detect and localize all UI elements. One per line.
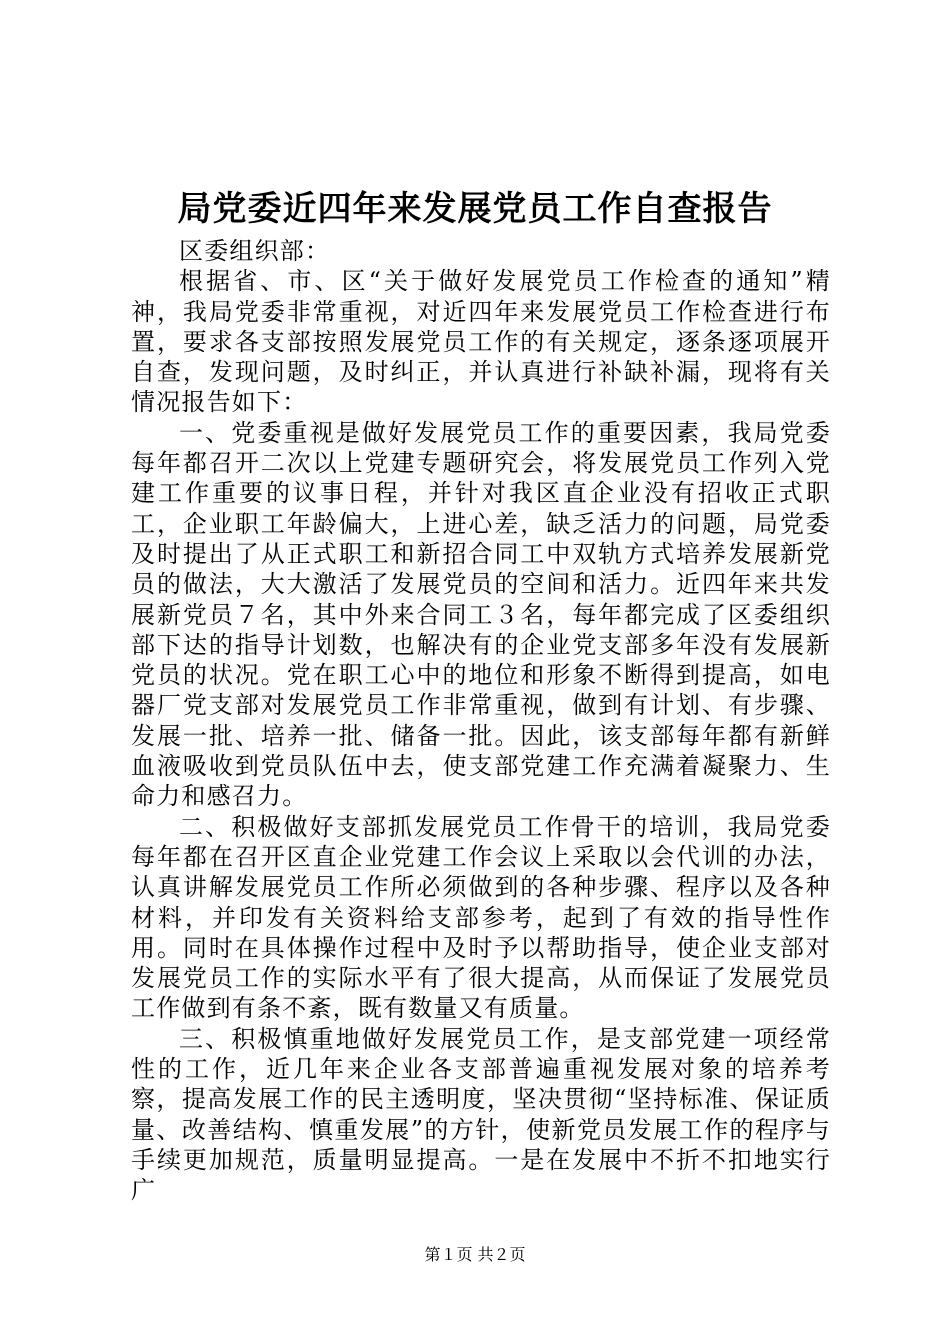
document-body (131, 236, 831, 1206)
paragraph-intro: 根据省、市、区“关于做好发展党员工作检查的通知”精神，我局党委非常重视，对近四年来发展党员工作检查进行布置，要求各支部按照发展党员工作的有关规定，逐条逐项展开自查，发现问题，及时纠正，并认真进行补缺补漏，现将有关情况报告如下： (131, 267, 831, 417)
paragraph-section-1: 一、党委重视是做好发展党员工作的重要因素，我局党委每年都召开二次以上党建专题研究会，将发展党员工作列入党建工作重要的议事日程，并针对我区直企业没有招收正式职工，企业职工年龄偏大，上进心差，缺乏活力的问题，局党委及时提出了从正式职工和新招合同工中双轨方式培养发展新党员的做法，大大激活了发展党员的空间和活力。近四年来共发展新党员７名，其中外来合同工３名，每年都完成了区委组织部下达的指导计划数，也解决有的企业党支部多年没有发展新党员的状况。党在职工心中的地位和形象不断得到提高，如电器厂党支部对发展党员工作非常重视，做到有计划、有步骤、发展一批、培养一批、储备一批。因此，该支部每年都有新鲜血液吸收到党员队伍中去，使支部党建工作充满着凝聚力、生命力和感召力。 (131, 418, 831, 811)
salutation: 区委组织部： (179, 237, 331, 265)
paragraph-section-2: 二、积极做好支部抓发展党员工作骨干的培训，我局党委每年都在召开区直企业党建工作会议上采取以会代训的办法，认真讲解发展党员工作所必须做到的各种步骤、程序以及各种材料，并印发有关资料给支部参考，起到了有效的指导性作用。同时在具体操作过程中及时予以帮助指导，使企业支部对发展党员工作的实际水平有了很大提高，从而保证了发展党员工作做到有条不紊，既有数量又有质量。 (131, 812, 831, 1023)
document-title: 局党委近四年来发展党员工作自查报告 (177, 189, 773, 229)
paragraph-section-3: 三、积极慎重地做好发展党员工作，是支部党建一项经常性的工作，近几年来企业各支部普遍重视发展对象的培养考察，提高发展工作的民主透明度，坚决贯彻“坚持标准、保证质量、改善结构、慎重发展”的方针，使新党员发展工作的程序与手续更加规范，质量明显提高。一是在发展中不折不扣地实行广 (131, 1024, 831, 1205)
page-number-footer: 第１页 共２页 (424, 1245, 526, 1264)
